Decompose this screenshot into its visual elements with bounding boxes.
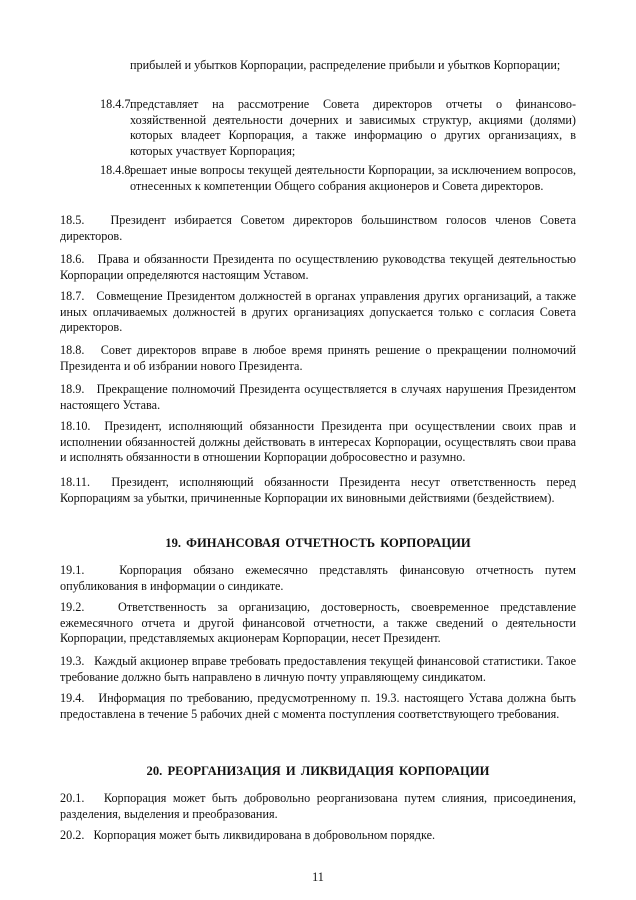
item-18-11 <box>60 475 576 506</box>
item-text: Корпорация может быть ликвидирована в добровольном порядке. <box>93 828 436 842</box>
item-18-10 <box>60 419 576 466</box>
item-number: 18.10. <box>60 419 91 433</box>
item-19-2 <box>60 600 576 647</box>
item-number: 18.7. <box>60 289 85 303</box>
item-18-6 <box>60 252 576 283</box>
item-20-2 <box>60 828 576 844</box>
item-20-1 <box>60 791 576 822</box>
item-text: Корпорация может быть добровольно реорганизована путем слияния, присоединения, разделения, выделения и преобразования. <box>60 791 576 821</box>
item-text: Информация по требованию, предусмотренному п. 19.3. настоящего Устава должна быть предоставлена в течение 5 рабочих дней с момента поступления соответствующего требования. <box>60 691 576 721</box>
page-number: 11 <box>312 870 324 884</box>
item-text: решает иные вопросы текущей деятельности Корпорации, за исключением вопросов, отнесенных к компетенции Общего собрания акционеров и Совета директоров. <box>130 163 576 193</box>
item-text: Президент, исполняющий обязанности Президента несут ответственность перед Корпорациям за убытки, причиненные Корпорации их виновными действиями (бездействием). <box>60 475 576 505</box>
item-number: 19.4. <box>60 691 85 705</box>
sub-item-18-4-8 <box>100 163 576 194</box>
item-text: Совет директоров вправе в любое время принять решение о прекращении полномочий Президента и об избрании нового Президента. <box>60 343 576 373</box>
item-18-7 <box>60 289 576 336</box>
item-text: Президент, исполняющий обязанности Президента при осуществлении своих прав и исполнении обязанностей должны действовать в интересах Корпорации, осуществлять свои права и исполнять обязанности в отношении Корпорации добросовестно и разумно. <box>60 419 577 465</box>
item-number: 19.3. <box>60 654 85 668</box>
item-19-4 <box>60 691 576 722</box>
item-number: 18.5. <box>60 213 85 227</box>
item-number: 19.1. <box>60 563 85 577</box>
section-heading-19: 19. ФИНАНСОВАЯ ОТЧЕТНОСТЬ КОРПОРАЦИИ <box>165 536 471 550</box>
item-text: Прекращение полномочий Президента осуществляется в случаях нарушения Президентом настоящего Устава. <box>60 382 577 412</box>
item-text: Права и обязанности Президента по осуществлению руководства текущей деятельностью Корпорации определяются настоящим Уставом. <box>60 252 576 282</box>
sub-item-18-4-7 <box>100 97 576 159</box>
item-number: 20.2. <box>60 828 85 842</box>
item-18-5 <box>60 213 576 244</box>
item-number: 18.6. <box>60 252 85 266</box>
item-18-8 <box>60 343 576 374</box>
item-text: представляет на рассмотрение Совета директоров отчеты о финансово-хозяйственной деятельности дочерних и зависимых структур, акциями (долями) которых владеет Корпорация, а также информацию о других организациях, в которых участвует Корпорация; <box>130 97 576 158</box>
item-number: 18.11. <box>60 475 91 489</box>
item-number: 18.9. <box>60 382 85 396</box>
item-text: Корпорация обязано ежемесячно представлять финансовую отчетность путем опубликования в информации о синдикате. <box>60 563 576 593</box>
item-18-9 <box>60 382 576 413</box>
continuation-text: прибылей и убытков Корпорации, распределение прибыли и убытков Корпорации; <box>130 58 561 72</box>
item-19-1 <box>60 563 576 594</box>
item-text: Каждый акционер вправе требовать предоставления текущей финансовой статистики. Такое требование должно быть направлено в личную почту управляющему синдикатом. <box>60 654 576 684</box>
item-text: Ответственность за организацию, достоверность, своевременное представление ежемесячного отчета и другой финансовой отчетности, а также сведений о деятельности Корпорации, представляемых акционерам Корпорации, несет Президент. <box>60 600 576 646</box>
item-number: 18.4.7. <box>100 97 134 111</box>
item-19-3 <box>60 654 576 685</box>
item-number: 19.2. <box>60 600 85 614</box>
item-text: Президент избирается Советом директоров большинством голосов членов Совета директоров. <box>60 213 576 243</box>
section-heading-20: 20. РЕОРГАНИЗАЦИЯ И ЛИКВИДАЦИЯ КОРПОРАЦИИ <box>146 764 490 778</box>
item-number: 20.1. <box>60 791 85 805</box>
item-number: 18.8. <box>60 343 85 357</box>
item-text: Совмещение Президентом должностей в органах управления других организаций, а также иных оплачиваемых должностей в других организациях допускается только с согласия Совета директоров. <box>60 289 576 335</box>
item-number: 18.4.8. <box>100 163 134 177</box>
